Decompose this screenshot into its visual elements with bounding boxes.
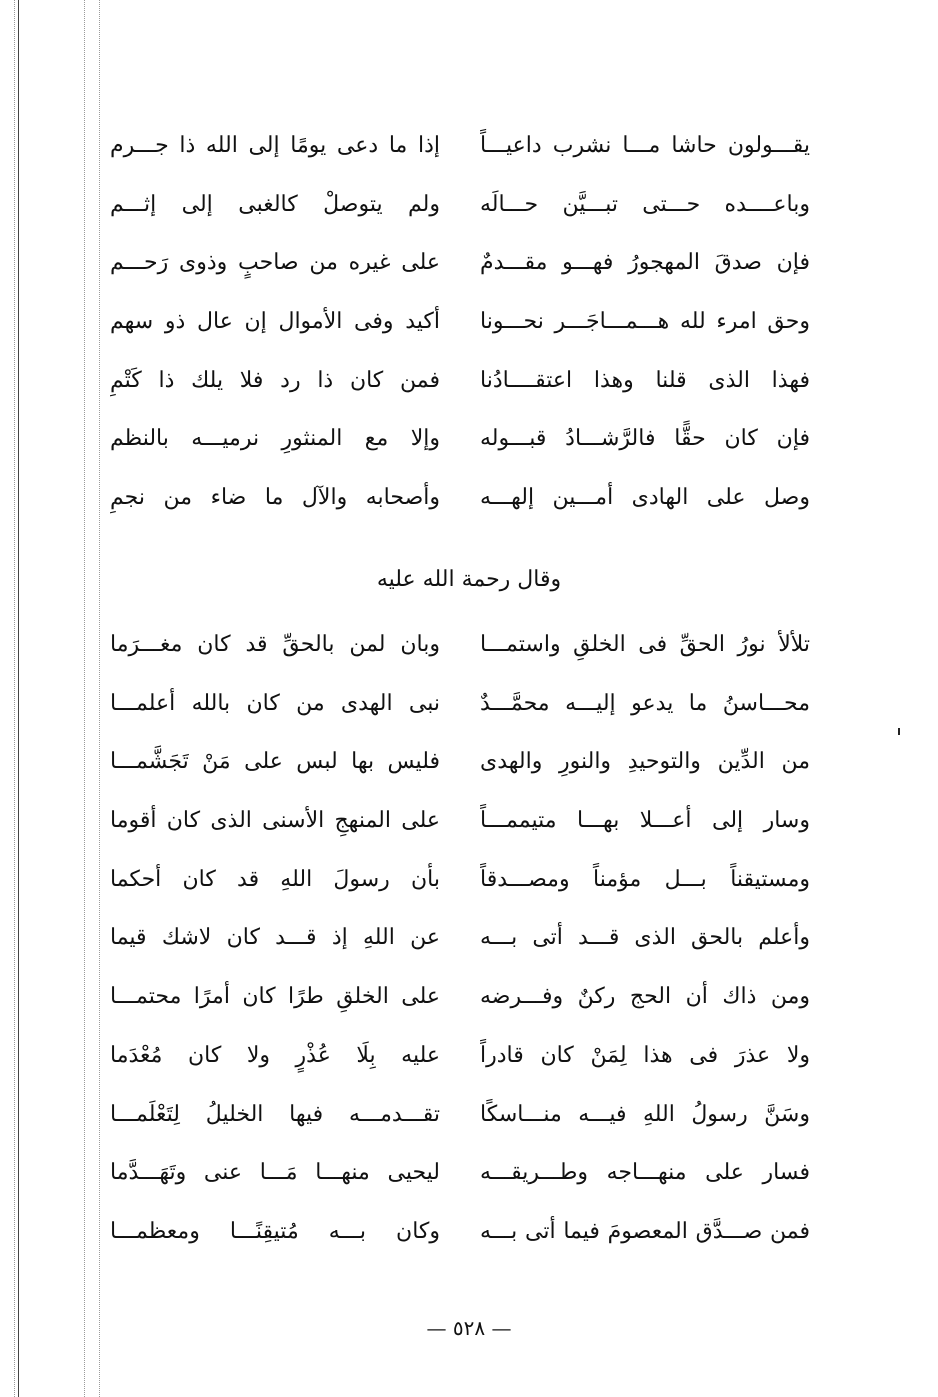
second-hemistich: إذا ما دعى يومًا إلى الله ذا جـــرم (110, 133, 440, 158)
poem-second (110, 625, 810, 1271)
first-hemistich: وصل على الهادى أمـــين إلهـــه (480, 485, 810, 511)
verse-line (110, 860, 810, 919)
verse-line (110, 977, 810, 1036)
second-hemistich: بأن رسولَ اللهِ قد كان أحكما (110, 866, 440, 892)
second-hemistich: وإلا مع المنثورِ نرميـــه بالنظم (110, 426, 440, 452)
verse-line (110, 742, 810, 801)
verse-line (110, 302, 810, 361)
second-hemistich: أكيد وفى الأموال إن عال ذو سهم (110, 309, 440, 335)
verse-line (110, 361, 810, 420)
first-hemistich: فإن كان حقًّا فالرَّشـــادُ قبـــوله (480, 426, 810, 452)
second-hemistich: عن اللهِ إذ قـــد كان لاشك قيما (110, 925, 440, 951)
verse-line (110, 243, 810, 302)
second-hemistich: فمن كان ذا رد فلا يلك ذا كَتْمِ (110, 367, 440, 393)
verse-line (110, 1095, 810, 1154)
poem-heading: وقال رحمة الله عليه (376, 567, 562, 592)
first-hemistich: فإن صدقَ المهجورُ فهـــو مقـــدمٌ (480, 250, 810, 276)
first-hemistich: ومن ذاك أن الحج ركنٌ وفـــرضه (480, 984, 810, 1010)
first-hemistich: ولا عذرَ فى هذا لِمَنْ كان قادراً (480, 1042, 810, 1068)
margin-dotted-line (84, 0, 85, 1397)
second-hemistich: ولم يتوصلْ كالغبى إلى إثـــم (110, 191, 440, 217)
second-hemistich: على المنهجِ الأسنى الذى كان أقوما (110, 808, 440, 834)
margin-rule (18, 0, 19, 1397)
margin-dotted-line (99, 0, 100, 1397)
first-hemistich: فسار على منهـــاجه وطـــريقـــه (480, 1160, 810, 1186)
verse-line (110, 185, 810, 244)
margin-dotted-line (14, 0, 15, 1397)
first-hemistich: محـــاسنُ ما يدعو إليـــه محمَّـــدٌ (480, 690, 810, 716)
first-hemistich: وأعلم بالحق الذى قـــد أتى بـــه (480, 925, 810, 951)
first-hemistich: وسار إلى أعـــلا بهـــا متيممـــاً (480, 808, 810, 834)
second-hemistich: فليس بها لبس على مَنْ تَجَشَّمـــا (110, 749, 440, 775)
first-hemistich: ومستيقناً بـــل مؤمناً ومصـــدقاً (480, 866, 810, 892)
verse-line (110, 625, 810, 684)
second-hemistich: وكان بـــه مُتيقِنًـــا ومعظمـــا (110, 1218, 440, 1244)
second-hemistich: على غيره من صاحبٍ وذوى رَحـــم (110, 250, 440, 276)
first-hemistich: وحق امرء لله هـــمـــاجَـــر نحـــونا (480, 309, 810, 335)
poem-first (110, 126, 810, 537)
first-hemistich: وسَنَّ رسولُ اللهِ فيـــه منـــاسكًا (480, 1101, 810, 1127)
second-hemistich: على الخلقِ طرًا كان أمرًا محتمـــا (110, 984, 440, 1010)
first-hemistich: تلألأ نورُ الحقِّ فى الخلقِ واستمـــا (480, 632, 810, 657)
page-number: — ٥٢٨ — (426, 1316, 512, 1340)
verse-line (110, 126, 810, 185)
verse-line (110, 918, 810, 977)
first-hemistich: يقـــولون حاشا مـــا نشرب داعيـــاً (480, 133, 810, 158)
first-hemistich: فهذا الذى قلنا وهذا اعتقــــادُنا (480, 367, 810, 393)
first-hemistich: فمن صـــدَّق المعصومَ فيما أتى بـــه (480, 1218, 810, 1244)
verse-line (110, 1212, 810, 1271)
verse-line (110, 478, 810, 537)
first-hemistich: من الدِّين والتوحيدِ والنورِ والهدى (480, 749, 810, 775)
second-hemistich: ليحيى منهـــا مَـــا عنى وتَهَـــدَّما (110, 1160, 440, 1186)
verse-line (110, 684, 810, 743)
verse-line (110, 419, 810, 478)
verse-line (110, 1153, 810, 1212)
first-hemistich: وباعــــده حـــتى تبـــيَّن حـــالَه (480, 191, 810, 217)
second-hemistich: تقـــدمـــه فيها الخليلُ لِتَعْلَمـــا (110, 1101, 440, 1127)
margin-mark (898, 728, 900, 735)
second-hemistich: وبان لمن بالحقِّ قد كان مغـــرَما (110, 632, 440, 657)
verse-line (110, 1036, 810, 1095)
second-hemistich: وأصحابه والآل ما ضاء من نجمِ (110, 485, 440, 511)
verse-line (110, 801, 810, 860)
second-hemistich: نبى الهدى من كان بالله أعلمـــا (110, 690, 440, 716)
second-hemistich: عليه بِلَا عُذْرٍ ولا كان مُعْدَما (110, 1042, 440, 1068)
